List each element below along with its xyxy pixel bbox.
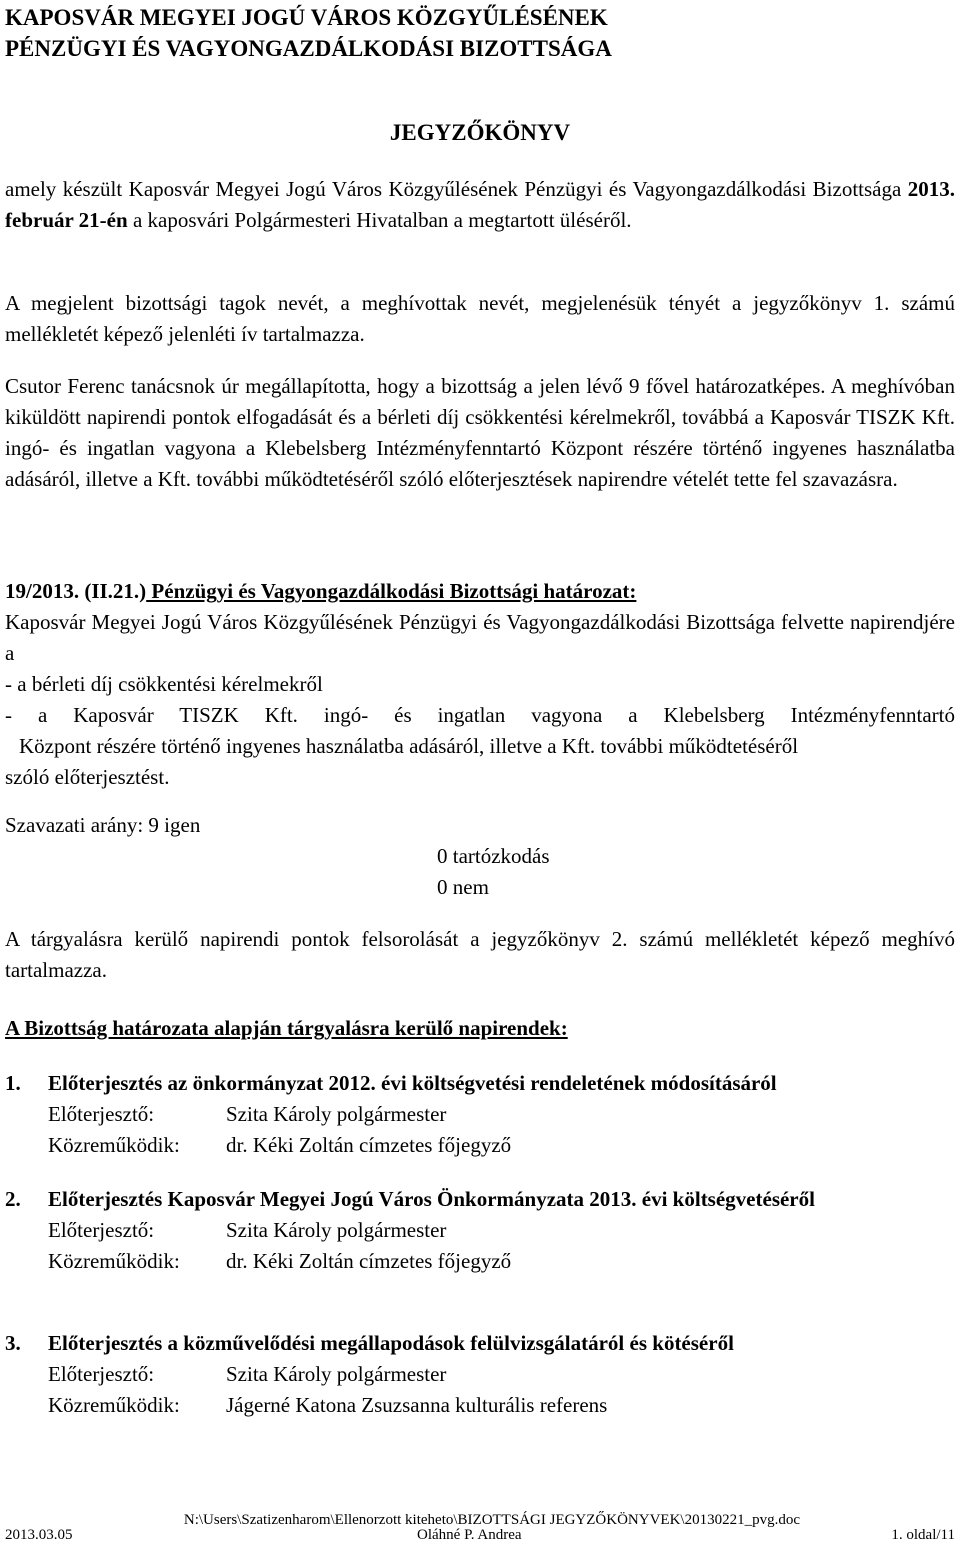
intro-paragraph	[5, 174, 955, 236]
document-header	[5, 2, 955, 64]
agenda-item-number: 2.	[5, 1187, 21, 1211]
resolution-item-2a: - a Kaposvár TISZK Kft. ingó- és ingatlan vagyona a Klebelsberg Intézményfenntartó	[5, 703, 955, 728]
presenter-name: Szita Károly polgármester	[226, 1218, 447, 1243]
attendance-paragraph: A megjelent bizottsági tagok nevét, a meghívottak nevét, megjelenésük tényét a jegyzőkönyv 1. számú mellékletét képező jelenléti ív tartalmazza.	[5, 291, 955, 347]
resolution-block	[5, 576, 955, 794]
agenda-note: A tárgyalásra kerülő napirendi pontok felsorolását a jegyzőkönyv 2. számú mellékletét képező meghívó tartalmazza.	[5, 927, 955, 983]
resolution-item-1: - a bérleti díj csökkentési kérelmekről	[5, 672, 323, 697]
resolution-number: 19/2013. (II.21.)	[5, 579, 147, 603]
header-line-1: KAPOSVÁR MEGYEI JOGÚ VÁROS KÖZGYŰLÉSÉNEK	[5, 5, 608, 30]
contributor-label: Közreműködik:	[48, 1249, 180, 1274]
intro-pre: amely készült Kaposvár Megyei Jogú Város Közgyűlésének Pénzügyi és Vagyongazdálkodási Bizottsága	[5, 177, 908, 201]
header-line-2: PÉNZÜGYI ÉS VAGYONGAZDÁLKODÁSI BIZOTTSÁGA	[5, 36, 612, 62]
vote-no: 0 nem	[437, 875, 489, 899]
resolution-item-2c: szóló előterjesztést.	[5, 765, 170, 790]
agenda-item-title: Előterjesztés Kaposvár Megyei Jogú Város Önkormányzata 2013. évi költségvetéséről	[48, 1187, 815, 1211]
footer-date: 2013.03.05	[5, 1527, 73, 1543]
contributor-name: dr. Kéki Zoltán címzetes főjegyző	[226, 1249, 512, 1274]
document-title: JEGYZŐKÖNYV	[389, 120, 571, 145]
intro-date: 2013. február 21-én	[5, 177, 955, 233]
contributor-name: dr. Kéki Zoltán címzetes főjegyző	[226, 1133, 512, 1158]
agenda-item-title: Előterjesztés a közművelődési megállapodások felülvizsgálatáról és kötéséről	[48, 1331, 734, 1355]
presenter-label: Előterjesztő:	[48, 1102, 155, 1127]
footer-author: Oláhné P. Andrea	[417, 1527, 522, 1543]
vote-abstain: 0 tartózkodás	[437, 844, 550, 868]
resolution-item-2b: Központ részére történő ingyenes használatba adásáról, illetve a Kft. további működtetéséről	[19, 734, 799, 759]
agenda-item-number: 3.	[5, 1331, 21, 1355]
footer-row	[0, 1526, 960, 1544]
intro-post: a kaposvári Polgármesteri Hivatalban a megtartott üléséről.	[127, 208, 632, 233]
agenda-item-1	[5, 1068, 955, 1161]
presenter-label: Előterjesztő:	[48, 1218, 155, 1243]
resolution-title: Pénzügyi és Vagyongazdálkodási Bizottsági határozat:	[146, 579, 637, 603]
footer-file-path: N:\Users\Szatizenharom\Ellenorzott kiteheto\BIZOTTSÁGI JEGYZŐKÖNYVEK\20130221_pvg.doc	[183, 1512, 800, 1528]
resolution-line-1: Kaposvár Megyei Jogú Város Közgyűlésének Pénzügyi és Vagyongazdálkodási Bizottsága felvette napirendjére a	[5, 610, 955, 666]
vote-result	[5, 810, 955, 903]
contributor-label: Közreműködik:	[48, 1393, 180, 1418]
contributor-label: Közreműködik:	[48, 1133, 180, 1158]
vote-yes: Szavazati arány: 9 igen	[5, 813, 201, 837]
quorum-paragraph: Csutor Ferenc tanácsnok úr megállapította, hogy a bizottság a jelen lévő 9 fővel határozatképes. A meghívóban kiküldött napirendi pontok elfogadását és a bérleti díj csökkentési kérelmekről, továbbá a Kaposvár TISZK Kft. ingó- és ingatlan vagyona a Klebelsberg Intézményfenntartó Központ részére történő ingyenes használatba adásáról, illetve a Kft. további működtetéséről szóló előterjesztések napirendre vételét tette fel szavazásra.	[5, 374, 955, 492]
presenter-name: Szita Károly polgármester	[226, 1362, 447, 1387]
presenter-label: Előterjesztő:	[48, 1362, 155, 1387]
contributor-name: Jágerné Katona Zsuzsanna kulturális referens	[226, 1393, 608, 1418]
agenda-item-number: 1.	[5, 1071, 21, 1095]
resolution-heading	[5, 576, 955, 607]
agenda-item-title: Előterjesztés az önkormányzat 2012. évi költségvetési rendeletének módosításáról	[48, 1071, 777, 1095]
footer-page-number: 1. oldal/11	[891, 1527, 955, 1543]
presenter-name: Szita Károly polgármester	[226, 1102, 447, 1127]
agenda-item-3	[5, 1328, 955, 1421]
agenda-item-2	[5, 1184, 955, 1277]
agenda-heading: A Bizottság határozata alapján tárgyalásra kerülő napirendek:	[5, 1016, 568, 1040]
